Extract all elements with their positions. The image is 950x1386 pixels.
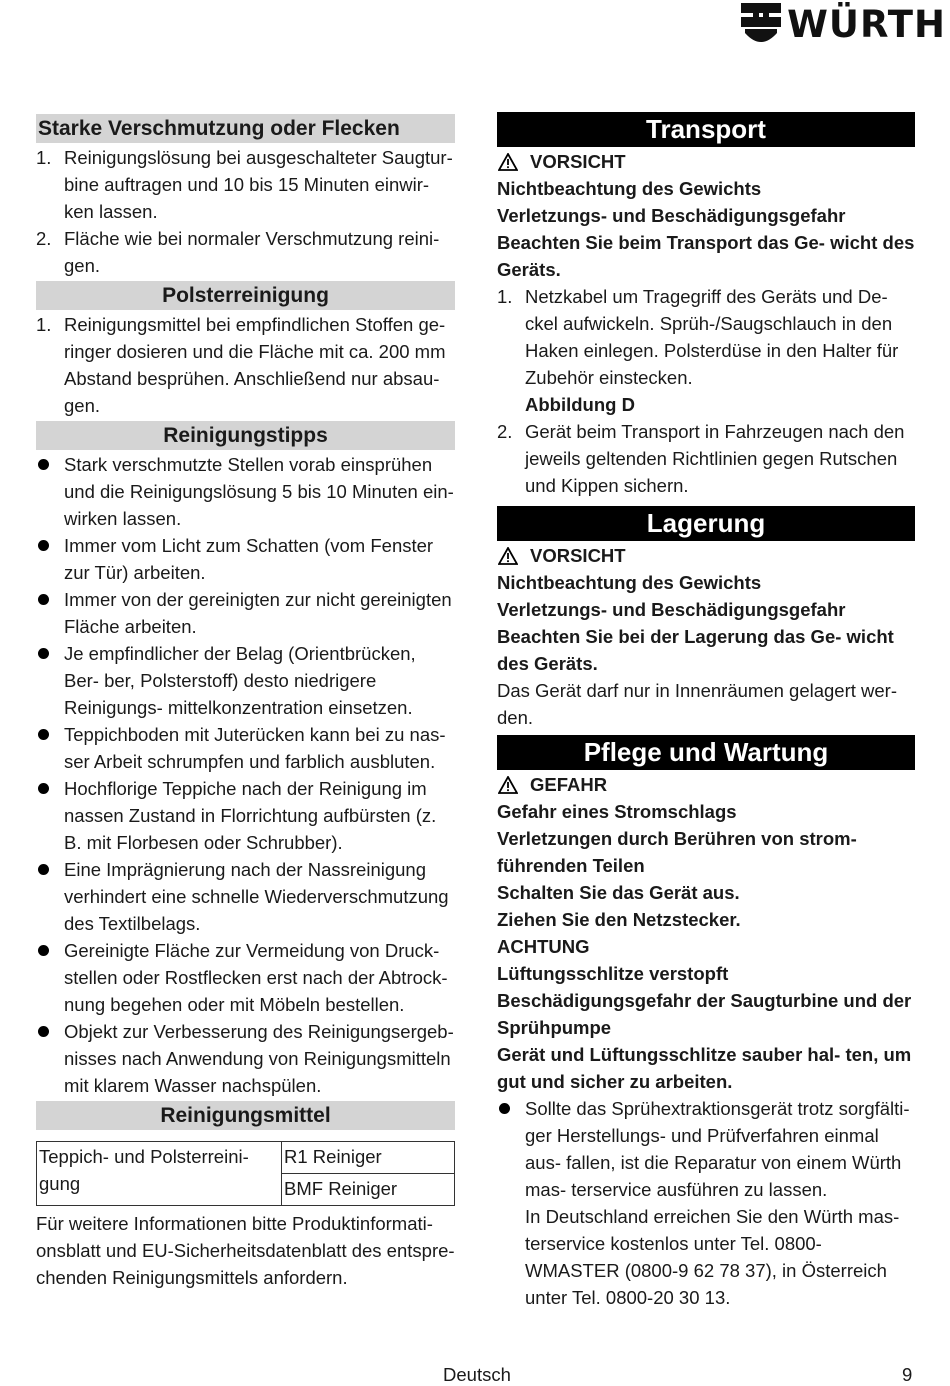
warning-danger — [497, 771, 915, 798]
list-item — [36, 451, 455, 532]
warning-caution — [497, 542, 915, 569]
service-contact-text: In Deutschland erreichen Sie den Würth mas- terservice kostenlos unter Tel. 0800-WMASTER (0800-9 62 78 37), in Österreich unter Tel. 0800-20 30 13. — [525, 1206, 900, 1308]
list-item — [36, 775, 455, 856]
table-row — [37, 1142, 455, 1174]
list-item — [36, 856, 455, 937]
warning-text: Nichtbeachtung des Gewichts — [497, 178, 762, 199]
step-text: Gerät beim Transport in Fahrzeugen nach den jeweils geltenden Richtlinien gegen Rutschen und Kippen sichern. — [525, 421, 905, 496]
warning-label: GEFAHR — [530, 774, 608, 795]
warning-label: VORSICHT — [530, 545, 626, 566]
step-text: Reinigungsmittel bei empfindlichen Stoffen ge- ringer dosieren und die Fläche mit ca. 200 mm Abstand besprühen. Anschließend nur absau- gen. — [64, 314, 446, 416]
left-column — [36, 112, 455, 1291]
brand-name: WÜRTH — [787, 2, 946, 46]
bullet-icon — [499, 1103, 510, 1114]
tip-text: Immer von der gereinigten zur nicht gereinigten Fläche arbeiten. — [64, 589, 452, 637]
cleaning-agents-note: Für weitere Informationen bitte Produktinformati- onsblatt und EU-Sicherheitsdatenblatt des entspre- chenden Reinigungsmittels anfordern. — [36, 1213, 455, 1288]
list-item — [36, 937, 455, 1018]
care-text: Sollte das Sprühextraktionsgerät trotz sorgfälti- ger Herstellungs- und Prüfverfahren einmal aus- fallen, ist die Reparatur von einem Würth mas- terservice ausführen zu lassen. — [525, 1098, 910, 1200]
bullet-icon — [38, 594, 49, 605]
table-cell-use: Teppich- und Polsterreini- gung — [37, 1142, 282, 1206]
tip-text: Teppichboden mit Juterücken kann bei zu nas- ser Arbeit schrumpfen und farblich ausbluten. — [64, 724, 446, 772]
warning-text: Schalten Sie das Gerät aus. — [497, 882, 740, 903]
bullet-icon — [38, 783, 49, 794]
step-text: Netzkabel um Tragegriff des Geräts und De- ckel aufwickeln. Sprüh-/Saugschlauch in den Haken einlegen. Polsterdüse in den Halter für Zubehör einstecken. — [525, 286, 899, 388]
list-item — [36, 532, 455, 586]
step-number: 2. — [36, 228, 52, 249]
cleaning-agents-table — [36, 1141, 455, 1206]
bullet-icon — [38, 729, 49, 740]
step-number: 2. — [497, 421, 513, 442]
warning-text: Nichtbeachtung des Gewichts — [497, 572, 762, 593]
warning-label: VORSICHT — [530, 151, 626, 172]
warning-triangle-icon — [498, 547, 518, 565]
step-text: Fläche wie bei normaler Verschmutzung reini- gen. — [64, 228, 440, 276]
step-number: 1. — [497, 286, 513, 307]
right-column — [497, 112, 915, 1311]
storage-text: Das Gerät darf nur in Innenräumen gelagert wer- den. — [497, 680, 898, 728]
notice-label: ACHTUNG — [497, 936, 590, 957]
warning-caution — [497, 148, 915, 175]
warning-triangle-icon — [498, 153, 518, 171]
warning-text: Verletzungen durch Berühren von strom- führenden Teilen — [497, 828, 857, 876]
brand-logo — [741, 2, 946, 46]
warning-text: Ziehen Sie den Netzstecker. — [497, 909, 741, 930]
section-heading-heavy-soiling: Starke Verschmutzung oder Flecken — [36, 114, 455, 143]
tip-text: Immer vom Licht zum Schatten (vom Fenster zur Tür) arbeiten. — [64, 535, 434, 583]
tip-text: Je empfindlicher der Belag (Orientbrücken, Ber- ber, Polsterstoff) desto niedrigere Reinigungs- mittelkonzentration einsetzen. — [64, 643, 416, 718]
heavy-soiling-steps — [36, 144, 455, 279]
step-number: 1. — [36, 147, 52, 168]
warning-text: Beschädigungsgefahr der Saugturbine und der Sprühpumpe — [497, 990, 912, 1038]
bullet-icon — [38, 540, 49, 551]
section-heading-cleaning-agents: Reinigungsmittel — [36, 1101, 455, 1130]
warning-text: Gefahr eines Stromschlags — [497, 801, 737, 822]
bullet-icon — [38, 459, 49, 470]
wuerth-emblem-icon — [741, 3, 781, 45]
tip-text: Objekt zur Verbesserung des Reinigungsergeb- nisses nach Anwendung von Reinigungsmitteln mit klarem Wasser nachspülen. — [64, 1021, 454, 1096]
list-item — [36, 586, 455, 640]
list-item — [36, 144, 455, 225]
transport-steps — [497, 283, 915, 499]
list-item — [497, 283, 915, 418]
list-item — [36, 1018, 455, 1099]
bullet-icon — [38, 648, 49, 659]
cleaning-tips-list — [36, 451, 455, 1099]
warning-text: Verletzungs- und Beschädigungsgefahr — [497, 205, 846, 226]
warning-text: Gerät und Lüftungsschlitze sauber hal- ten, um gut und sicher zu arbeiten. — [497, 1044, 912, 1092]
warning-text: Beachten Sie bei der Lagerung das Ge- wicht des Geräts. — [497, 626, 894, 674]
table-cell-product: BMF Reiniger — [282, 1174, 455, 1206]
step-text: Reinigungslösung bei ausgeschalteter Saugtur- bine auftragen und 10 bis 15 Minuten einwir- ken lassen. — [64, 147, 453, 222]
section-heading-care: Pflege und Wartung — [497, 735, 915, 770]
list-item — [36, 640, 455, 721]
table-cell-product: R1 Reiniger — [282, 1142, 455, 1174]
tip-text: Hochflorige Teppiche nach der Reinigung im nassen Zustand in Florrichtung aufbürsten (z. B. mit Florbesen oder Schrubber). — [64, 778, 437, 853]
warning-text: Lüftungsschlitze verstopft — [497, 963, 729, 984]
warning-text: Verletzungs- und Beschädigungsgefahr — [497, 599, 846, 620]
tip-text: Stark verschmutzte Stellen vorab einsprühen und die Reinigungslösung 5 bis 10 Minuten ein- wirken lassen. — [64, 454, 454, 529]
warning-triangle-icon — [498, 776, 518, 794]
footer-language: Deutsch — [443, 1364, 511, 1385]
figure-reference: Abbildung D — [525, 394, 635, 415]
section-heading-upholstery: Polsterreinigung — [36, 281, 455, 310]
section-heading-storage: Lagerung — [497, 506, 915, 541]
section-heading-transport: Transport — [497, 112, 915, 147]
upholstery-steps — [36, 311, 455, 419]
tip-text: Gereinigte Fläche zur Vermeidung von Druck- stellen oder Rostflecken erst nach der Abtrock- nung begehen oder mit Möbeln bestellen. — [64, 940, 448, 1015]
list-item — [497, 418, 915, 499]
list-item — [497, 1095, 915, 1203]
bullet-icon — [38, 1026, 49, 1037]
bullet-icon — [38, 945, 49, 956]
care-list — [497, 1095, 915, 1203]
list-item — [36, 225, 455, 279]
list-item — [36, 311, 455, 419]
step-number: 1. — [36, 314, 52, 335]
page-number: 9 — [902, 1364, 913, 1385]
tip-text: Eine Imprägnierung nach der Nassreinigung verhindert eine schnelle Wiederverschmutzung des Textilbelags. — [64, 859, 449, 934]
section-heading-tips: Reinigungstipps — [36, 421, 455, 450]
warning-text: Beachten Sie beim Transport das Ge- wicht des Geräts. — [497, 232, 915, 280]
list-item — [36, 721, 455, 775]
bullet-icon — [38, 864, 49, 875]
